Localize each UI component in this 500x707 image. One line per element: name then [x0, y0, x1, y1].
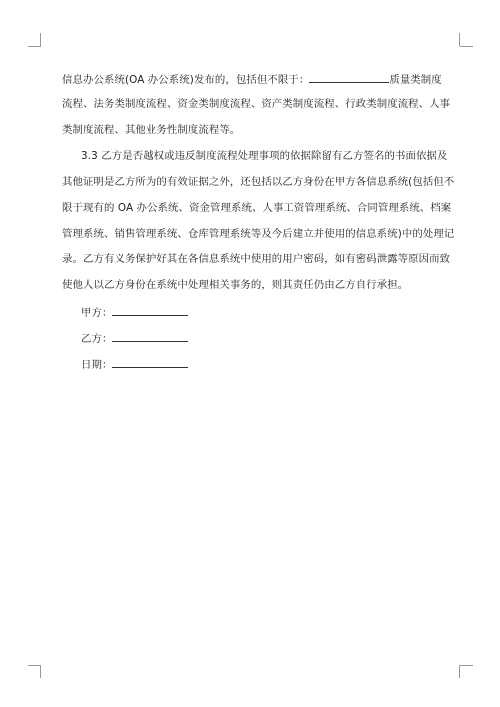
party-b-signature-line — [81, 330, 188, 346]
crop-mark-bottom-left-horizontal — [28, 665, 41, 666]
paragraph1-line1-suffix: 质量类制度 — [389, 74, 442, 86]
crop-mark-top-left-vertical — [40, 33, 41, 46]
crop-mark-bottom-right-vertical — [459, 665, 460, 678]
date-blank — [112, 356, 188, 368]
paragraph2-line2: 其他证明是乙方所为的有效证据之外，还包括以乙方身份在甲方各信息系统(包括但不 — [62, 176, 455, 188]
crop-mark-bottom-left-vertical — [40, 665, 41, 678]
paragraph2-line4: 管理系统、销售管理系统、仓库管理系统等及今后建立并使用的信息系统)中的处理记 — [62, 228, 455, 240]
date-label: 日期： — [81, 359, 113, 371]
crop-mark-top-right-vertical — [459, 33, 460, 46]
party-b-blank — [112, 330, 188, 342]
party-a-label: 甲方： — [81, 307, 113, 319]
paragraph1-line1 — [62, 71, 442, 87]
paragraph1-line2: 流程、法务类制度流程、资金类制度流程、资产类制度流程、行政类制度流程、人事 — [62, 98, 451, 110]
paragraph2-line1: 3.3 乙方是否越权或违反制度流程处理事项的依据除留有乙方签名的书面依据及 — [81, 150, 448, 162]
crop-mark-bottom-right-horizontal — [460, 665, 473, 666]
paragraph1-line1-text: 信息办公系统(OA 办公系统)发布的，包括但不限于： — [62, 74, 310, 86]
paragraph2-line6: 使他人以乙方身份在系统中处理相关事务的，则其责任仍由乙方自行承担。 — [62, 279, 409, 291]
date-line — [81, 356, 188, 372]
party-a-signature-line — [81, 304, 188, 320]
crop-mark-top-right-horizontal — [460, 46, 473, 47]
paragraph1-line3: 类制度流程、其他业务性制度流程等。 — [62, 124, 241, 136]
fill-in-blank — [309, 71, 389, 83]
crop-mark-top-left-horizontal — [28, 46, 41, 47]
paragraph2-line3: 限于现有的 OA 办公系统、资金管理系统、人事工资管理系统、合同管理系统、档案 — [62, 202, 452, 214]
party-b-label: 乙方： — [81, 333, 113, 345]
paragraph2-line5: 录。乙方有义务保护好其在各信息系统中使用的用户密码，如有密码泄露等原因而致 — [62, 253, 451, 265]
party-a-blank — [112, 304, 188, 316]
